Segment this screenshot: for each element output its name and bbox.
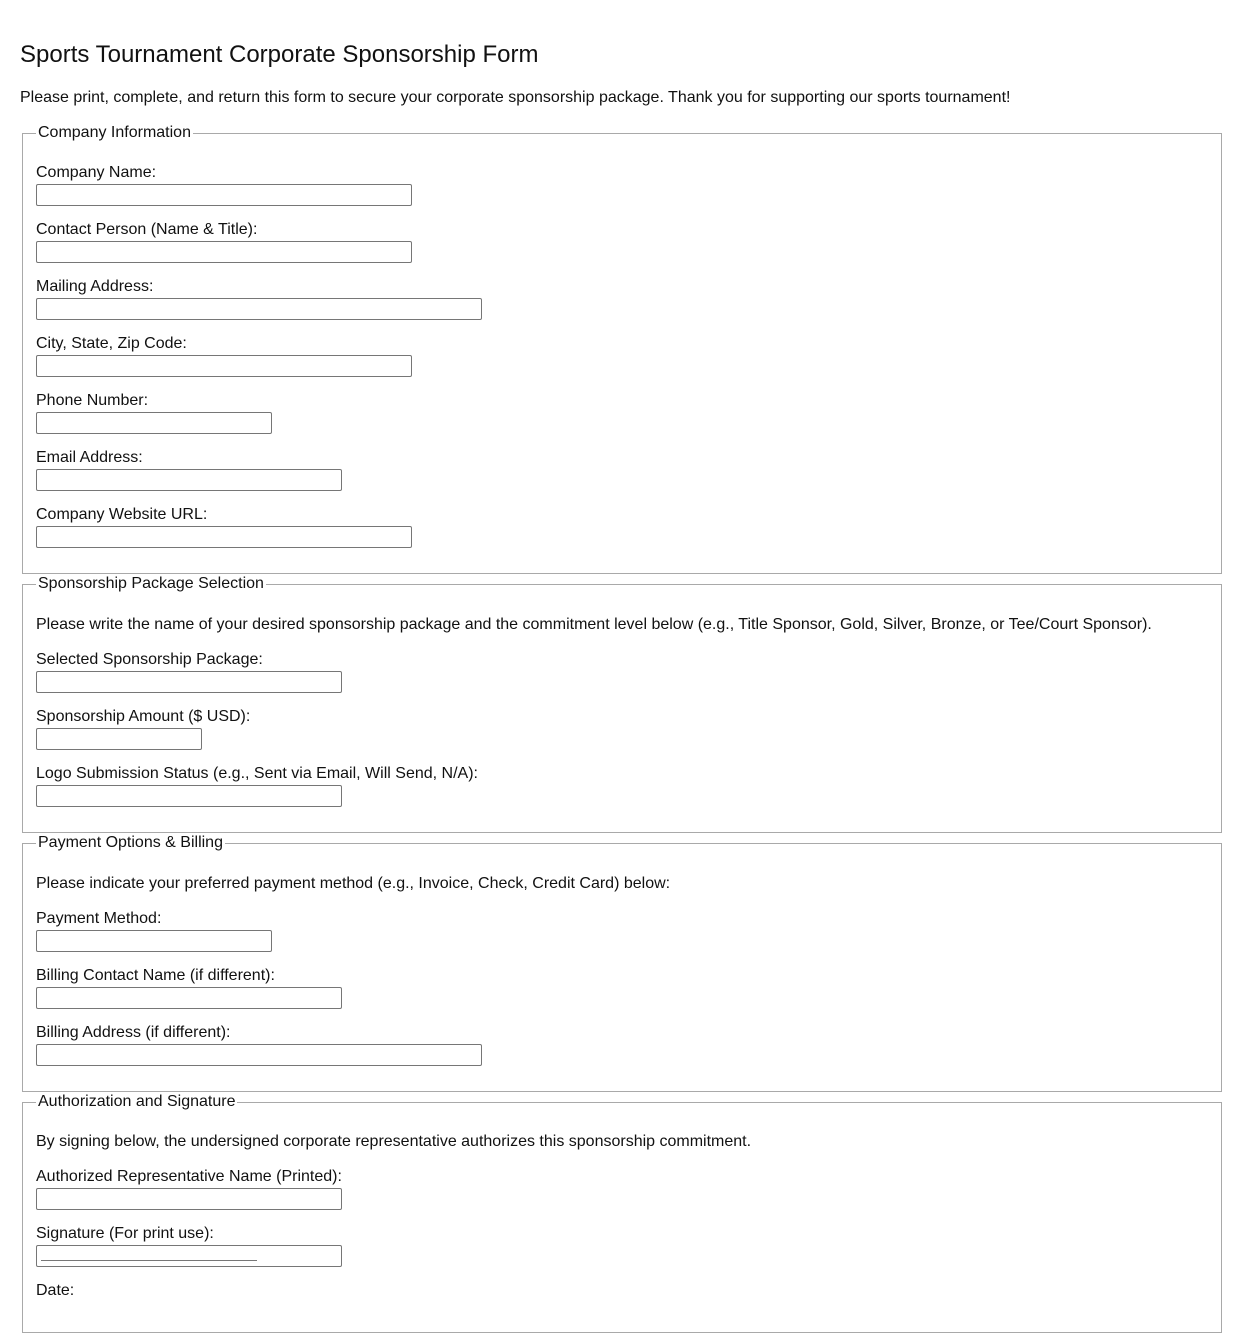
company-name-input[interactable]: [36, 184, 412, 206]
company-website-input[interactable]: [36, 526, 412, 548]
sponsorship-amount-label: Sponsorship Amount ($ USD):: [36, 708, 251, 725]
company-name-label: Company Name:: [36, 164, 157, 181]
billing-contact-label: Billing Contact Name (if different):: [36, 967, 275, 984]
mailing-address-input[interactable]: [36, 298, 482, 320]
billing-contact-input[interactable]: [36, 987, 342, 1009]
company-information-legend: Company Information: [38, 124, 191, 141]
page-title: Sports Tournament Corporate Sponsorship Form: [20, 41, 539, 68]
selected-package-label: Selected Sponsorship Package:: [36, 651, 263, 668]
authorization-signature-section: [22, 1093, 1222, 1333]
selected-package-input[interactable]: [36, 671, 342, 693]
logo-status-label: Logo Submission Status (e.g., Sent via Email, Will Send, N/A):: [36, 765, 478, 782]
company-information-section: [22, 124, 1222, 574]
payment-method-label: Payment Method:: [36, 910, 162, 927]
authorization-statement: By signing below, the undersigned corporate representative authorizes this sponsorship commitment.: [36, 1133, 752, 1150]
sponsorship-package-section: [22, 575, 1222, 833]
mailing-address-label: Mailing Address:: [36, 278, 154, 295]
city-state-zip-label: City, State, Zip Code:: [36, 335, 187, 352]
email-address-label: Email Address:: [36, 449, 143, 466]
logo-status-input[interactable]: [36, 785, 342, 807]
contact-person-label: Contact Person (Name & Title):: [36, 221, 258, 238]
company-website-label: Company Website URL:: [36, 506, 208, 523]
contact-person-input[interactable]: [36, 241, 412, 263]
signature-line: [41, 1260, 257, 1261]
billing-address-label: Billing Address (if different):: [36, 1024, 231, 1041]
payment-billing-section: [22, 834, 1222, 1092]
payment-billing-legend: Payment Options & Billing: [38, 834, 223, 851]
email-address-input[interactable]: [36, 469, 342, 491]
sponsorship-package-legend: Sponsorship Package Selection: [38, 575, 264, 592]
billing-address-input[interactable]: [36, 1044, 482, 1066]
payment-method-input[interactable]: [36, 930, 272, 952]
sponsorship-instructions: Please write the name of your desired sponsorship package and the commitment level below (e.g., Title Sponsor, Gold, Silver, Bronze, or Tee/Court Sponsor).: [36, 616, 1152, 633]
city-state-zip-input[interactable]: [36, 355, 412, 377]
representative-name-input[interactable]: [36, 1188, 342, 1210]
signature-field[interactable]: [36, 1245, 342, 1267]
phone-number-label: Phone Number:: [36, 392, 149, 409]
representative-name-label: Authorized Representative Name (Printed):: [36, 1168, 342, 1185]
date-label: Date:: [36, 1282, 75, 1299]
intro-text: Please print, complete, and return this form to secure your corporate sponsorship package. Thank you for supporting our sports tournament!: [20, 89, 1011, 106]
phone-number-input[interactable]: [36, 412, 272, 434]
authorization-signature-legend: Authorization and Signature: [38, 1093, 236, 1110]
signature-label: Signature (For print use):: [36, 1225, 214, 1242]
payment-instructions: Please indicate your preferred payment method (e.g., Invoice, Check, Credit Card) below:: [36, 875, 671, 892]
sponsorship-amount-input[interactable]: [36, 728, 202, 750]
